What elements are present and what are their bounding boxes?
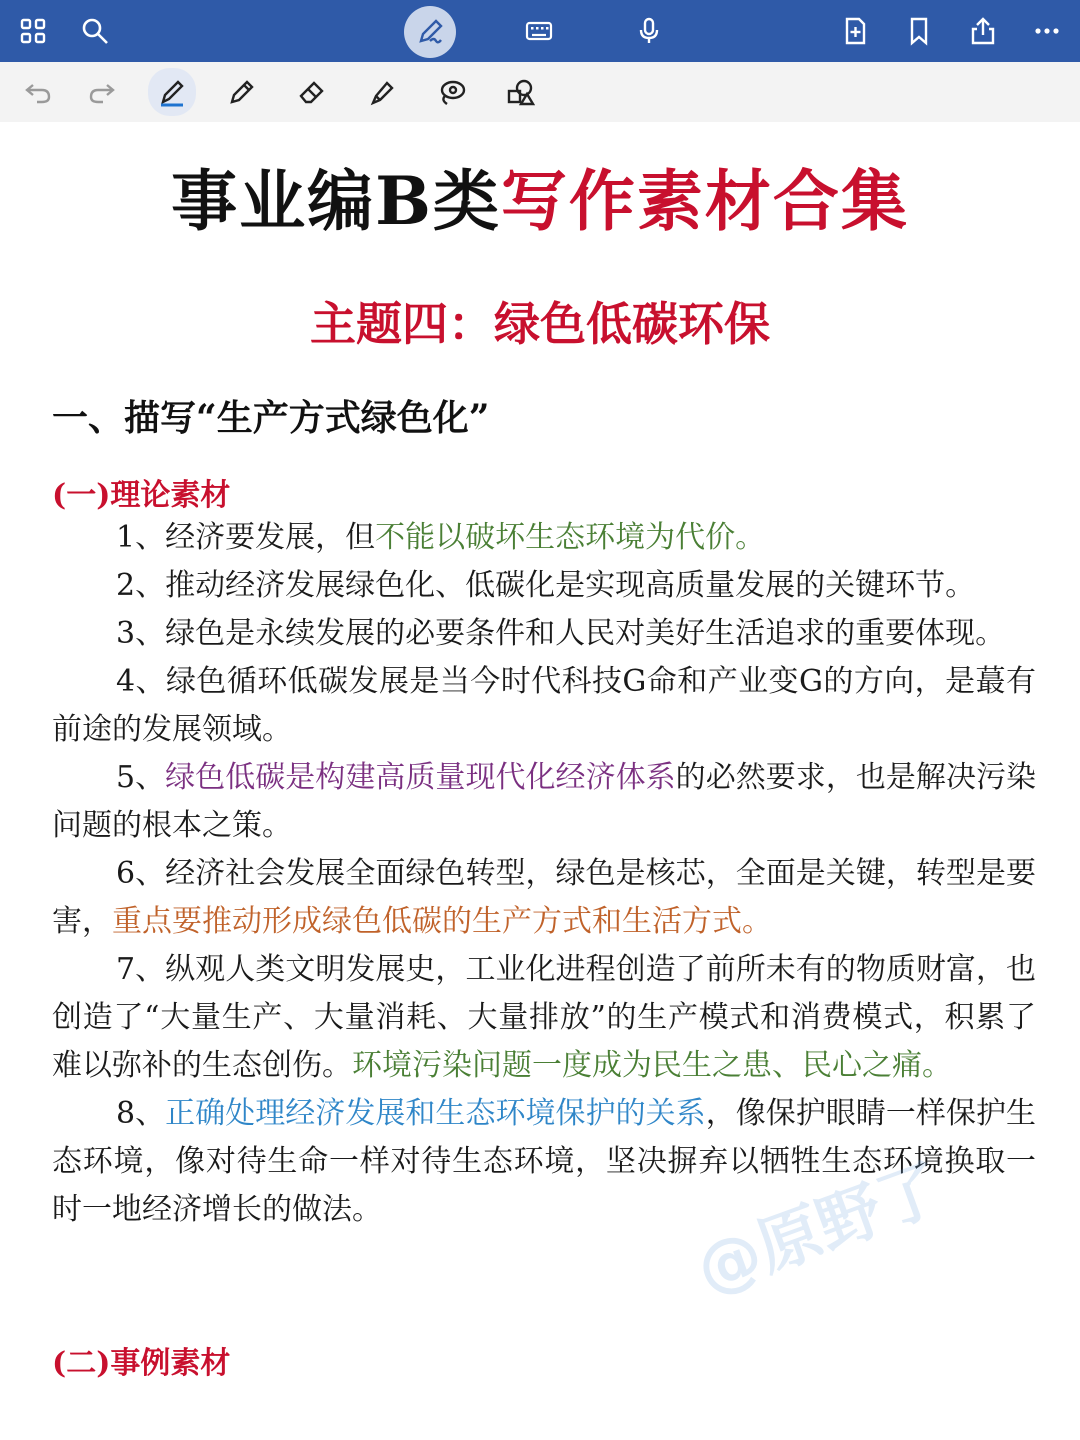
title-black-part: 事业编B类 (171, 162, 501, 240)
watermark: @原野了 (687, 1151, 953, 1309)
pen-icon[interactable] (148, 68, 196, 116)
document-body (52, 514, 1036, 1234)
shapes-icon[interactable] (500, 72, 540, 112)
redo-icon[interactable] (82, 72, 122, 112)
keyboard-icon[interactable] (518, 10, 560, 52)
lasso-icon[interactable] (432, 72, 472, 112)
share-icon[interactable] (962, 10, 1004, 52)
list-item: 8、正确处理经济发展和生态环境保护的关系，像保护眼睛一样保护生态环境，像对待生命一样对待生态环境，坚决摒弃以牺牲生态环境换取一时一地经济增长的做法。 (52, 1096, 1037, 1227)
pencil-icon[interactable] (222, 72, 262, 112)
list-item: 5、绿色低碳是构建高质量现代化经济体系的必然要求，也是解决污染问题的根本之策。 (52, 760, 1037, 843)
subsection-heading-theory: (一)理论素材 (52, 478, 231, 513)
list-item: 3、绿色是永续发展的必要条件和人民对美好生活追求的重要体现。 (116, 616, 1006, 651)
list-item: 4、绿色循环低碳发展是当今时代科技G命和产业变G的方向，是蕞有前途的发展领域。 (52, 664, 1036, 747)
add-page-icon[interactable] (834, 10, 876, 52)
eraser-icon[interactable] (292, 72, 332, 112)
list-item: 1、经济要发展，但不能以破坏生态环境为代价。 (116, 520, 766, 555)
title-red-part: 写作素材合集 (500, 162, 909, 240)
undo-icon[interactable] (18, 72, 58, 112)
grid-icon[interactable] (12, 10, 54, 52)
drawing-toolbar (0, 62, 1080, 122)
top-app-bar (0, 0, 1080, 62)
subsection-heading-examples: (二)事例素材 (52, 1346, 231, 1381)
highlighter-icon[interactable] (362, 72, 402, 112)
section-heading: 一、描写“生产方式绿色化” (52, 397, 490, 439)
microphone-icon[interactable] (628, 10, 670, 52)
page-subtitle: 主题四：绿色低碳环保 (310, 297, 770, 351)
bookmark-icon[interactable] (898, 10, 940, 52)
list-item: 6、经济社会发展全面绿色转型，绿色是核芯，全面是关键，转型是要害，重点要推动形成绿色低碳的生产方式和生活方式。 (52, 856, 1036, 939)
list-item: 2、推动经济发展绿色化、低碳化是实现高质量发展的关键环节。 (116, 568, 976, 603)
search-icon[interactable] (74, 10, 116, 52)
pen-mode-icon[interactable] (404, 6, 456, 58)
page-title (0, 148, 1080, 243)
more-icon[interactable] (1026, 10, 1068, 52)
list-item: 7、纵观人类文明发展史，工业化进程创造了前所未有的物质财富，也创造了“大量生产、大量消耗、大量排放”的生产模式和消费模式，积累了难以弥补的生态创伤。环境污染问题一度成为民生之患、民心之痛。 (52, 952, 1036, 1083)
